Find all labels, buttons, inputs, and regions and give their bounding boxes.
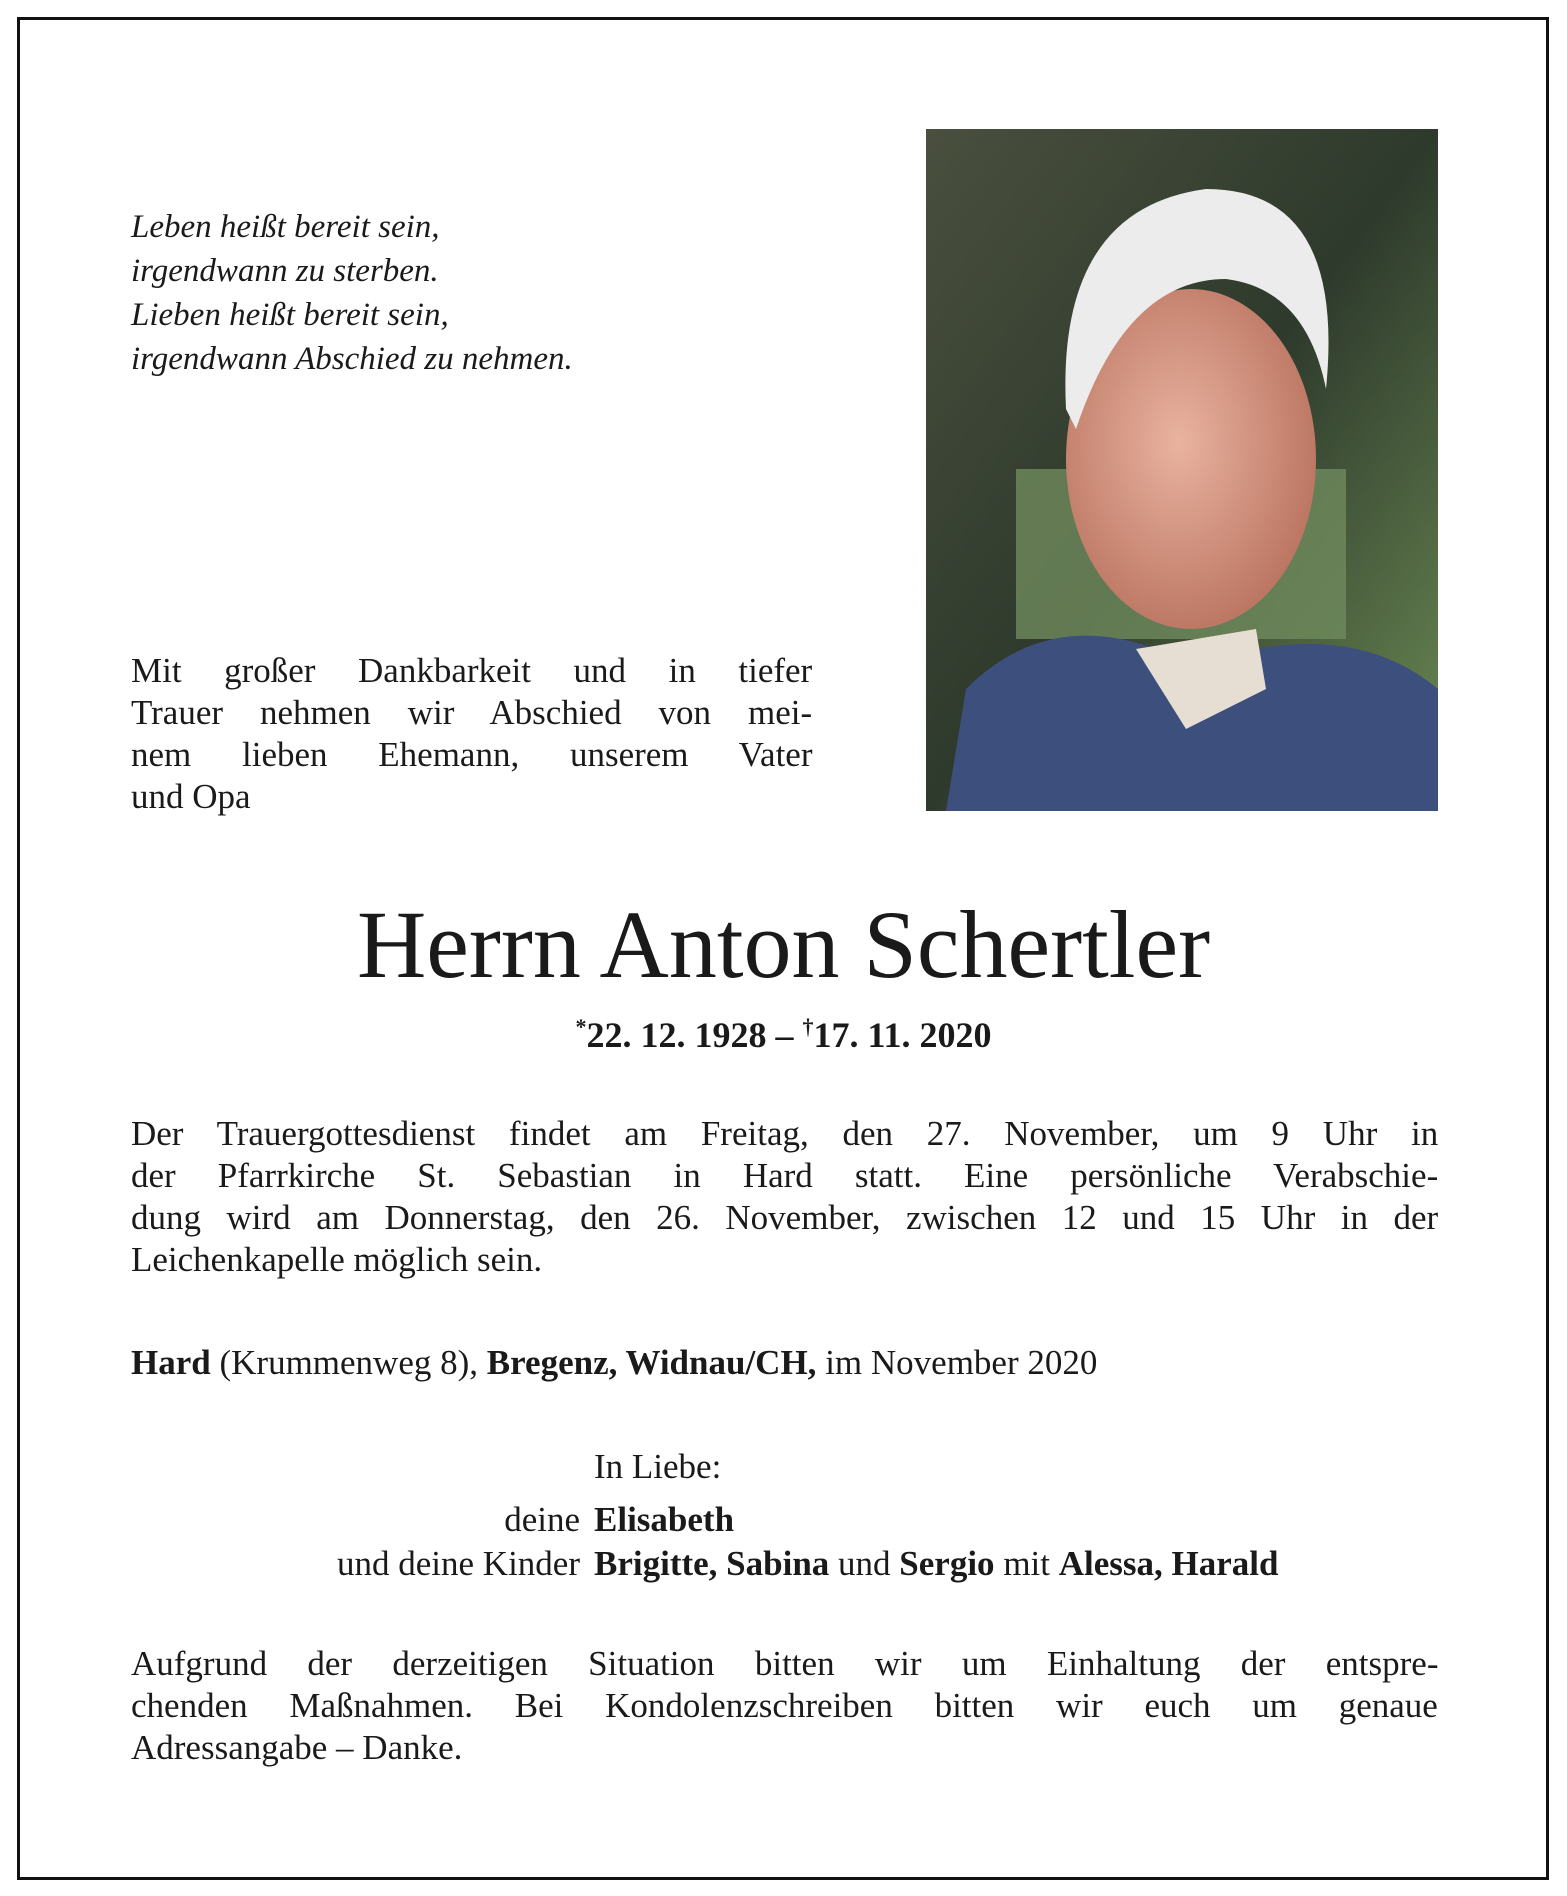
- conjunction: und: [829, 1544, 900, 1583]
- text-line: Trauer nehmen wir Abschied von mei-: [131, 693, 813, 732]
- date-separator: –: [766, 1015, 803, 1055]
- portrait-photo: [926, 129, 1438, 811]
- text-line: nem lieben Ehemann, unserem Vater: [131, 735, 813, 774]
- text-line: Der Trauergottesdienst findet am Freitag, den 27. November, um 9 Uhr in: [131, 1114, 1439, 1153]
- kid-name: Brigitte, Sabina: [594, 1544, 830, 1583]
- text-line: der Pfarrkirche St. Sebastian in Hard statt. Eine persönliche Verabschie-: [131, 1156, 1439, 1195]
- place-hard: Hard: [131, 1343, 211, 1382]
- intro-paragraph: [131, 650, 812, 818]
- wife-name: Elisabeth: [594, 1500, 735, 1539]
- family-names: [594, 1498, 1278, 1586]
- quote-line: irgendwann Abschied zu nehmen.: [131, 341, 573, 377]
- text-line: Adressangabe – Danke.: [131, 1728, 463, 1767]
- death-date: 17. 11. 2020: [813, 1015, 992, 1055]
- address: (Krummenweg 8),: [210, 1343, 487, 1382]
- in-love-label: In Liebe:: [594, 1447, 722, 1486]
- kids-names: [594, 1542, 1278, 1586]
- text-line: Mit großer Dankbarkeit und in tiefer: [131, 651, 813, 690]
- death-symbol: †: [802, 1014, 814, 1039]
- quote-line: irgendwann zu sterben.: [131, 253, 439, 289]
- text-line: Aufgrund der derzeitigen Situation bitten wir um Einhaltung der entspre-: [131, 1644, 1439, 1683]
- notice-paragraph: [131, 1643, 1438, 1769]
- kids-label: und deine Kinder: [337, 1544, 580, 1583]
- conjunction: mit: [994, 1544, 1059, 1583]
- text-line: dung wird am Donnerstag, den 26. November, zwischen 12 und 15 Uhr in der: [131, 1198, 1439, 1237]
- text-line: chenden Maßnahmen. Bei Kondolenzschreiben bitten wir euch um genaue: [131, 1686, 1438, 1725]
- service-paragraph: [131, 1113, 1438, 1281]
- place-cities: Bregenz, Widnau/CH,: [486, 1343, 817, 1382]
- birth-date: 22. 12. 1928: [586, 1015, 767, 1055]
- deceased-name: Herrn Anton Schertler: [356, 891, 1211, 998]
- text-line: Leichenkapelle möglich sein.: [131, 1240, 543, 1279]
- quote-line: Lieben heißt bereit sein,: [131, 297, 449, 333]
- text-line: und Opa: [131, 777, 251, 816]
- grandkid-names: Alessa, Harald: [1058, 1544, 1279, 1583]
- kid-name: Sergio: [899, 1544, 995, 1583]
- place-line: [131, 1343, 1097, 1383]
- birth-symbol: *: [575, 1014, 587, 1039]
- place-date: im November 2020: [816, 1343, 1098, 1382]
- quote-line: Leben heißt bereit sein,: [131, 209, 440, 245]
- wife-label: deine: [504, 1500, 580, 1539]
- memorial-quote: [131, 205, 573, 381]
- life-dates: [0, 1014, 1567, 1056]
